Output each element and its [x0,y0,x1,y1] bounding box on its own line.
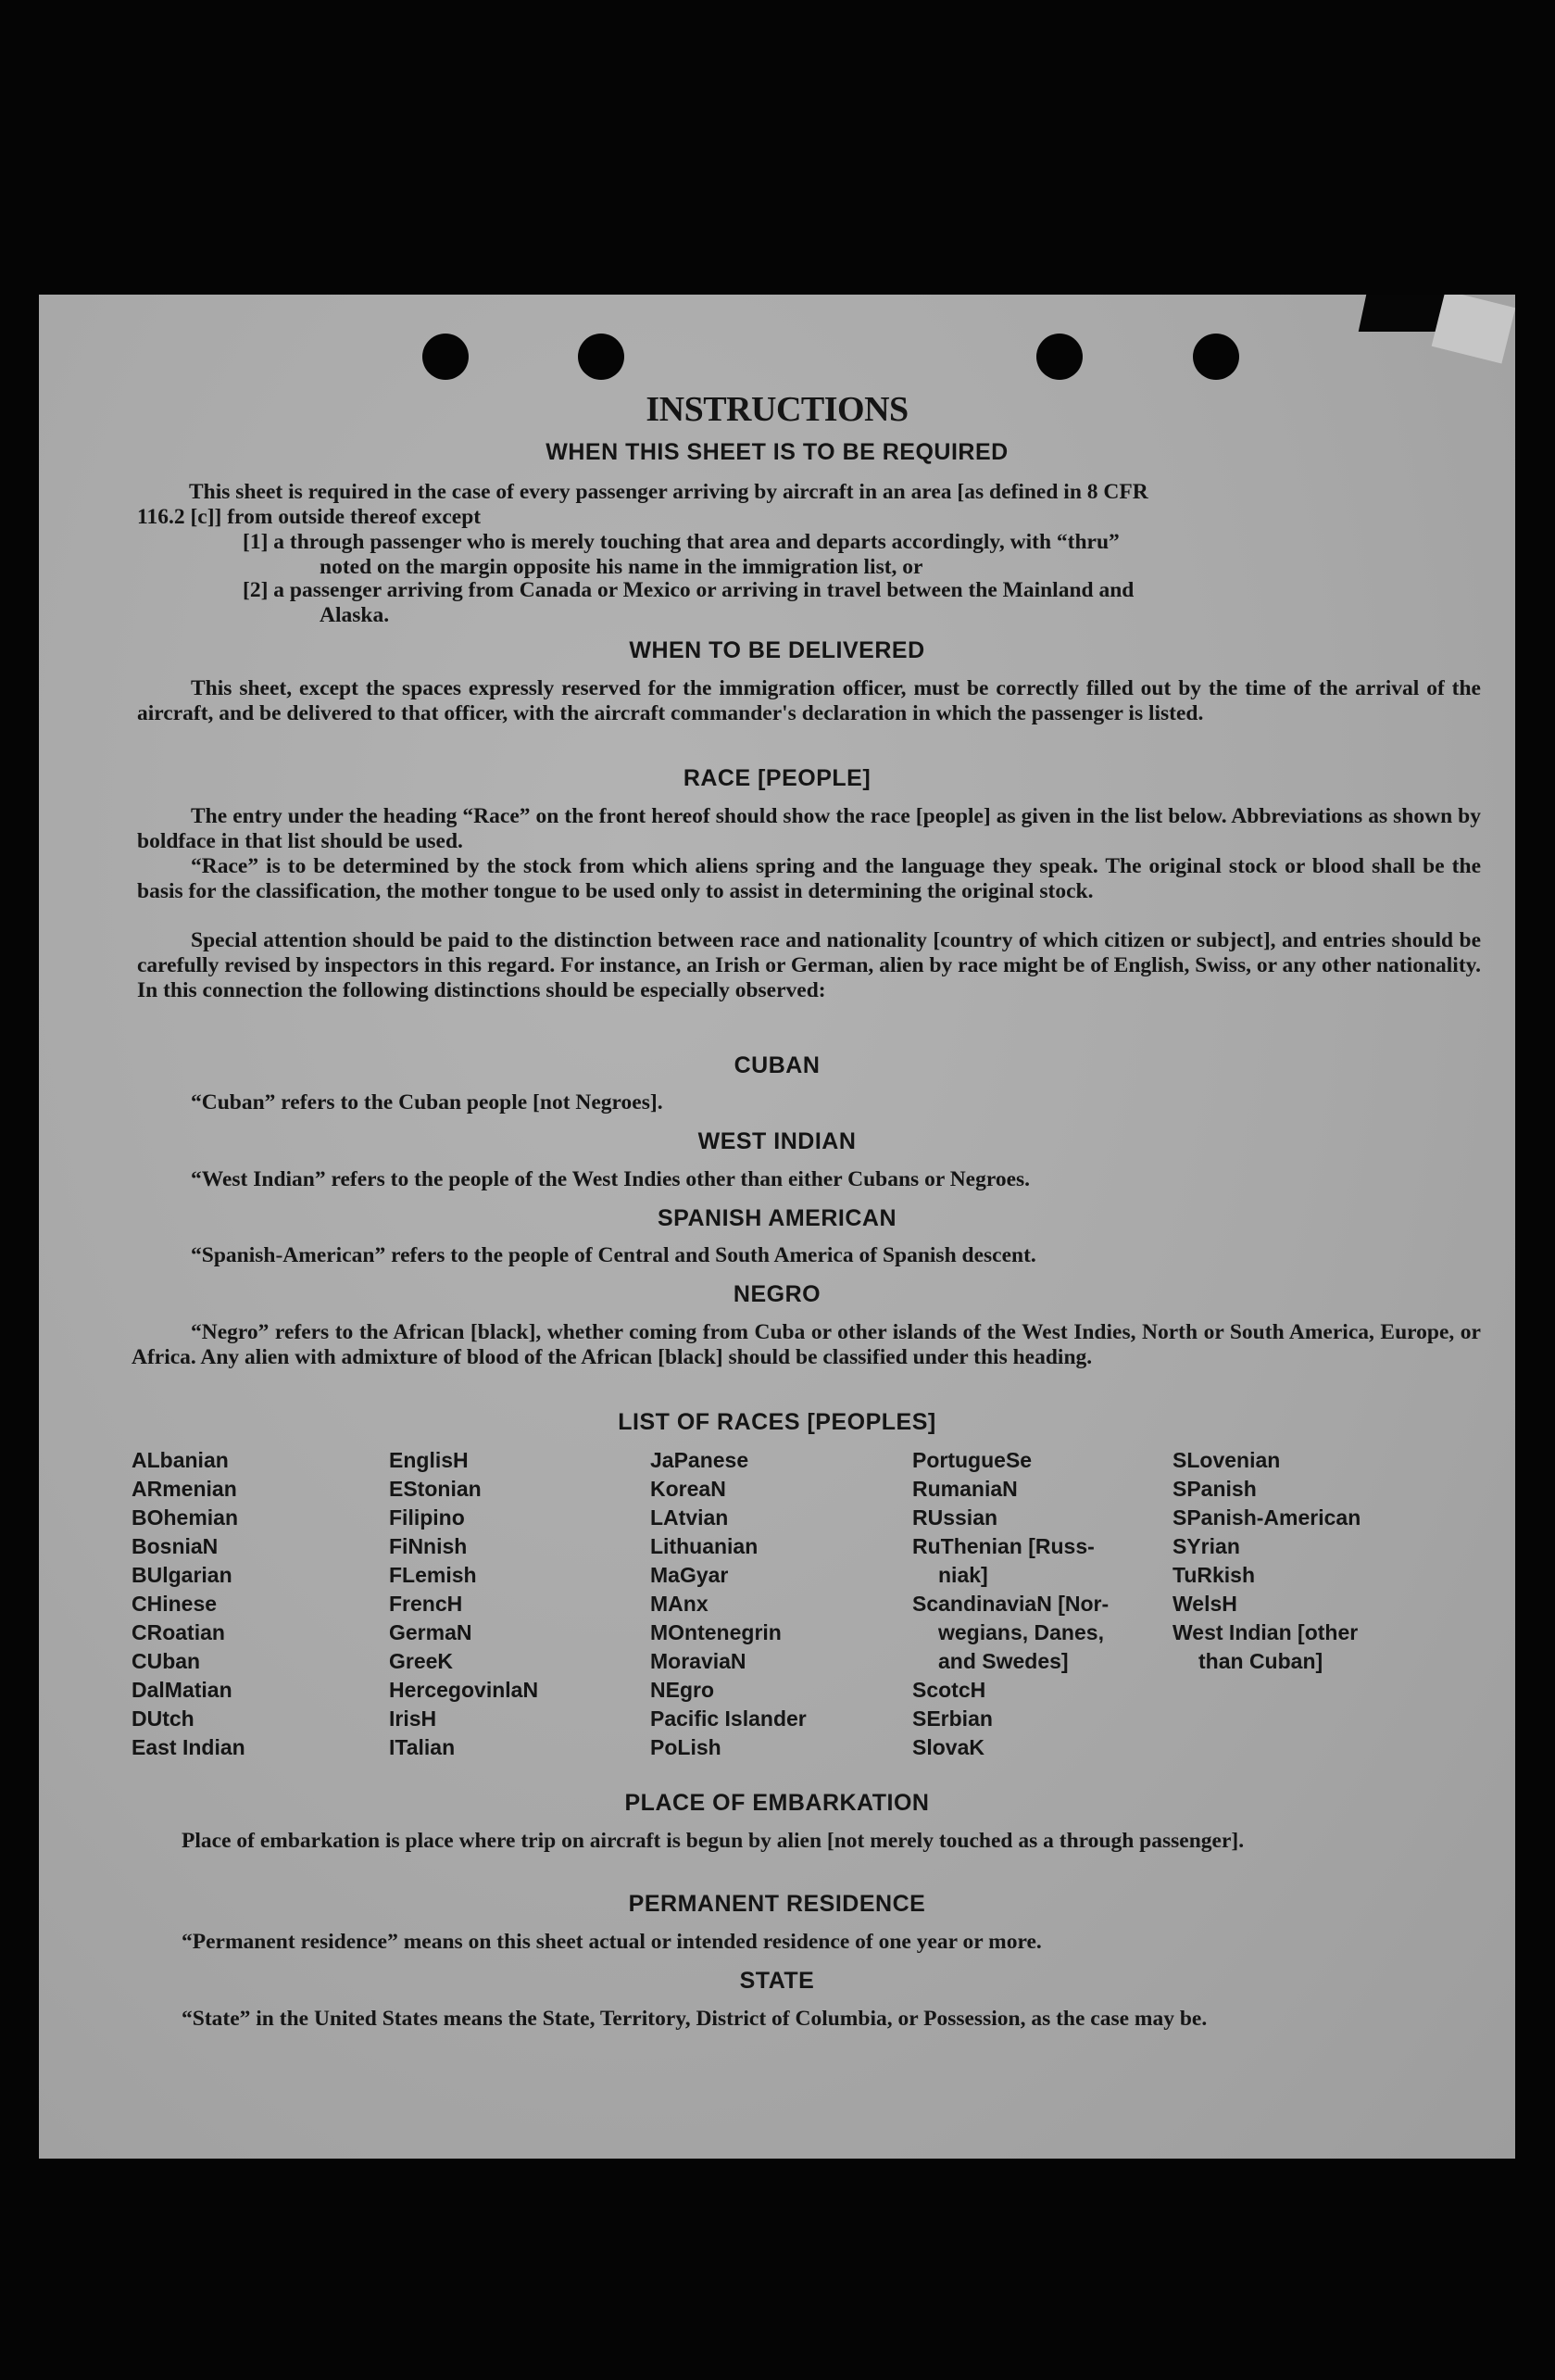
race-item: East Indian [132,1735,245,1759]
race-item: NEgro [650,1678,714,1702]
west-indian-text: “West Indian” refers to the people of the West Indies other than either Cubans or Negroes. [191,1167,1031,1191]
race-item: ARmenian [132,1477,237,1501]
race-item: DalMatian [132,1678,232,1702]
race-item: wegians, Danes, [938,1620,1104,1644]
race-item: RUssian [912,1505,998,1530]
races-column-1 [132,1446,245,1762]
races-column-3 [650,1446,807,1762]
required-item2-line1: [2] a passenger arriving from Canada or Mexico or arriving in travel between the Mainland and [243,578,1135,602]
race-item: than Cuban] [1198,1649,1323,1673]
spanish-american-text: “Spanish-American” refers to the people of Central and South America of Spanish descent. [191,1243,1036,1267]
required-item1-line2: noted on the margin opposite his name in the immigration list, or [320,555,923,579]
race-item: IrisH [389,1706,437,1731]
required-item1-line1: [1] a through passenger who is merely touching that area and departs accordingly, with “thru” [243,530,1120,554]
races-column-2 [389,1446,538,1762]
race-item: SLovenian [1173,1448,1281,1472]
race-item: BUlgarian [132,1563,232,1587]
race-item: SErbian [912,1706,993,1731]
race-item: BosniaN [132,1534,219,1558]
state-text: “State” in the United States means the State, Territory, District of Columbia, or Possession, as the case may be. [182,2007,1208,2031]
race-item: Filipino [389,1505,465,1530]
race-item: EStonian [389,1477,482,1501]
document-page [39,295,1515,2159]
race-item: EnglisH [389,1448,469,1472]
heading-race: RACE [PEOPLE] [683,765,872,791]
race-item: ScandinaviaN [Nor- [912,1592,1110,1616]
race-item: MAnx [650,1592,709,1616]
race-item: GreeK [389,1649,454,1673]
race-para2: “Race” is to be determined by the stock from which aliens spring and the language they speak. The original stock or blood shall be the basis for the classification, the mother tongue to be used only to assist in determining the original stock. [137,854,1481,903]
heading-races-list: LIST OF RACES [PEOPLES] [618,1409,936,1435]
race-item: KoreaN [650,1477,726,1501]
race-item: TuRkish [1173,1563,1256,1587]
heading-west-indian: WEST INDIAN [697,1128,857,1154]
heading-negro: NEGRO [733,1281,821,1307]
negro-text: “Negro” refers to the African [black], whether coming from Cuba or other islands of the West Indies, North or South America, Europe, or Africa. Any alien with admixture of blood of the African [black] should be classified under this heading. [132,1320,1481,1369]
races-column-5 [1173,1446,1361,1676]
race-item: PortugueSe [912,1448,1033,1472]
race-item: and Swedes] [938,1649,1069,1673]
race-item: FrencH [389,1592,463,1616]
race-item: MaGyar [650,1563,729,1587]
heading-cuban: CUBAN [734,1052,821,1078]
race-item: ScotcH [912,1678,986,1702]
race-item: BOhemian [132,1505,239,1530]
heading-residence: PERMANENT RESIDENCE [628,1891,926,1917]
race-item: SPanish [1173,1477,1257,1501]
race-item: FiNnish [389,1534,468,1558]
race-item: CHinese [132,1592,218,1616]
required-item2-line2: Alaska. [320,603,390,627]
race-item: HercegovinlaN [389,1678,539,1702]
page-title: INSTRUCTIONS [646,390,909,429]
heading-embarkation: PLACE OF EMBARKATION [624,1790,930,1816]
race-item: WelsH [1173,1592,1237,1616]
race-item: SYrian [1173,1534,1240,1558]
heading-state: STATE [739,1968,815,1994]
heading-required: WHEN THIS SHEET IS TO BE REQUIRED [546,439,1009,465]
embarkation-text: Place of embarkation is place where trip on aircraft is begun by alien [not merely touched as a through passenger]. [182,1829,1245,1853]
race-item: DUtch [132,1706,194,1731]
race-item: GermaN [389,1620,472,1644]
cuban-text: “Cuban” refers to the Cuban people [not Negroes]. [191,1090,663,1114]
race-item: MOntenegrin [650,1620,782,1644]
required-intro-line1: This sheet is required in the case of every passenger arriving by aircraft in an area [as defined in 8 CFR [189,480,1148,504]
race-item: Pacific Islander [650,1706,807,1731]
race-item: CUban [132,1649,201,1673]
races-column-4 [912,1446,1109,1762]
race-item: ALbanian [132,1448,229,1472]
race-item: RuThenian [Russ- [912,1534,1095,1558]
race-item: SlovaK [912,1735,984,1759]
race-item: SPanish-American [1173,1505,1361,1530]
delivered-text: This sheet, except the spaces expressly reserved for the immigration officer, must be correctly filled out by the time of the arrival of the aircraft, and be delivered to that officer, with the aircraft commander's declaration in which the passenger is listed. [137,676,1481,725]
residence-text: “Permanent residence” means on this sheet actual or intended residence of one year or more. [182,1930,1042,1954]
race-item: JaPanese [650,1448,749,1472]
required-intro-line2: 116.2 [c]] from outside thereof except [137,505,482,529]
race-item: PoLish [650,1735,721,1759]
heading-delivered: WHEN TO BE DELIVERED [629,637,925,663]
race-item: niak] [938,1563,988,1587]
race-para3: Special attention should be paid to the distinction between race and nationality [country of which citizen or subject], and entries should be carefully revised by inspectors in this regard. For instance, an Irish or German, alien by race might be of English, Swiss, or any other nationality. In this connection the following distinctions should be especially observed: [137,928,1481,1002]
heading-spanish-american: SPANISH AMERICAN [657,1205,897,1231]
race-item: RumaniaN [912,1477,1018,1501]
race-item: ITalian [389,1735,456,1759]
race-para1: The entry under the heading “Race” on the front hereof should show the race [people] as given in the list below. Abbreviations as shown by boldface in that list should be used. [137,804,1481,853]
race-item: MoraviaN [650,1649,746,1673]
race-item: LAtvian [650,1505,729,1530]
race-item: Lithuanian [650,1534,759,1558]
race-item: West Indian [other [1173,1620,1359,1644]
race-item: CRoatian [132,1620,225,1644]
instructions-content [39,295,1515,2159]
race-item: FLemish [389,1563,477,1587]
